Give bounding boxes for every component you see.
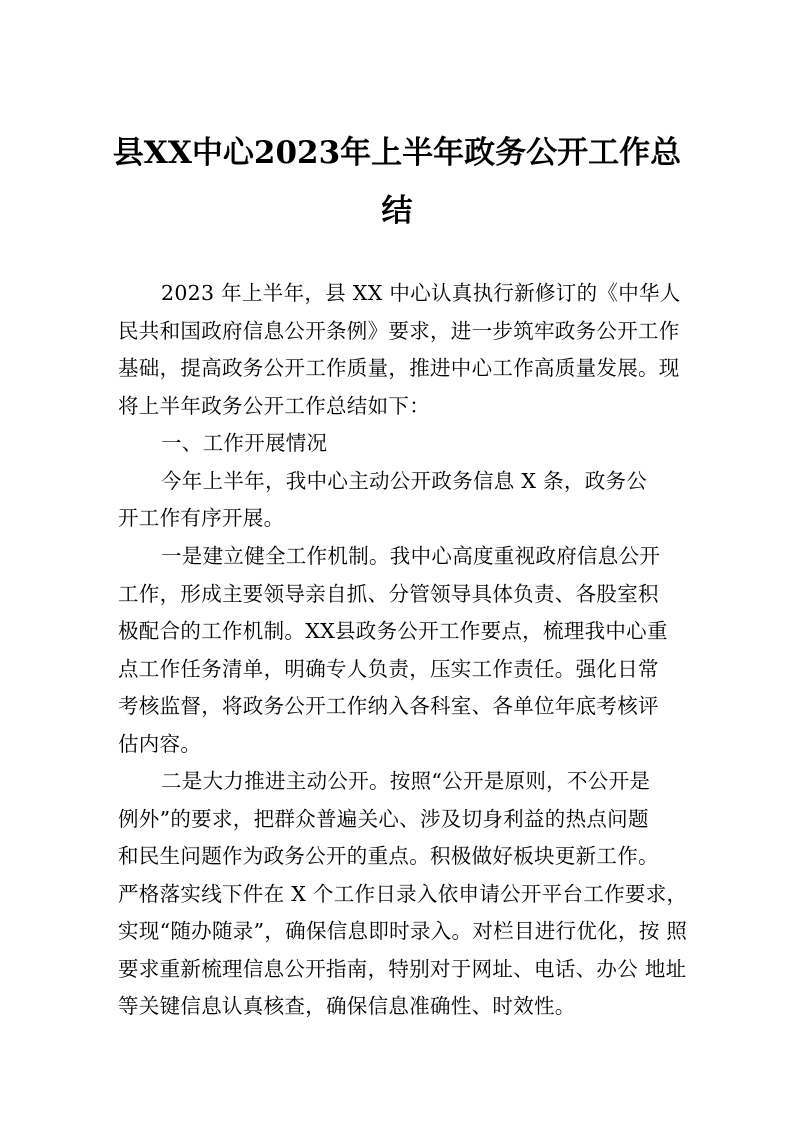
paragraph-line: 民共和国政府信息公开条例》要求，进一步筑牢政务公开工作 xyxy=(118,319,680,343)
paragraph-line: 2023 年上半年，县 XX 中心认真执行新修订的《中华人 xyxy=(161,281,681,305)
paragraph-line: 严格落实线下件在 X 个工作日录入依申请公开平台工作要求， xyxy=(118,882,688,906)
paragraph-line: 开工作有序开展。 xyxy=(118,506,285,530)
paragraph-line: 和民生问题作为政务公开的重点。积极做好板块更新工作。 xyxy=(118,844,659,868)
document-title-line-2: 结 xyxy=(381,193,413,229)
paragraph-line: 考核监督，将政务公开工作纳入各科室、各单位年底考核评 xyxy=(118,694,659,718)
paragraph-line: 二是大力推进主动公开。按照“公开是原则，不公开是 xyxy=(161,769,651,793)
paragraph-line: 一是建立健全工作机制。我中心高度重视政府信息公开 xyxy=(161,544,661,568)
paragraph-line: 估内容。 xyxy=(118,732,202,756)
paragraph-line: 要求重新梳理信息公开指南，特别对于网址、电话、办公 地址 xyxy=(118,957,687,981)
paragraph-line: 今年上半年，我中心主动公开政务信息 X 条，政务公 xyxy=(161,469,648,493)
paragraph-line: 例外”的要求，把群众普遍关心、涉及切身利益的热点问题 xyxy=(118,807,649,831)
paragraph-line: 等关键信息认真核查，确保信息准确性、时效性。 xyxy=(118,994,576,1018)
paragraph-line: 极配合的工作机制。XX县政务公开工作要点，梳理我中心重 xyxy=(118,619,668,643)
paragraph-line: 实现“随办随录”，确保信息即时录入。对栏目进行优化，按 照 xyxy=(118,919,688,943)
paragraph-line: 工作，形成主要领导亲自抓、分管领导具体负责、各股室积 xyxy=(118,582,659,606)
paragraph-line: 将上半年政务公开工作总结如下： xyxy=(118,394,430,418)
paragraph-line: 点工作任务清单，明确专人负责，压实工作责任。强化日常 xyxy=(118,657,659,681)
document-title-line-1: 县XX中心2023年上半年政务公开工作总 xyxy=(112,135,682,171)
section-heading: 一、工作开展情况 xyxy=(161,431,328,455)
paragraph-line: 基础，提高政务公开工作质量，推进中心工作高质量发展。现 xyxy=(118,356,680,380)
